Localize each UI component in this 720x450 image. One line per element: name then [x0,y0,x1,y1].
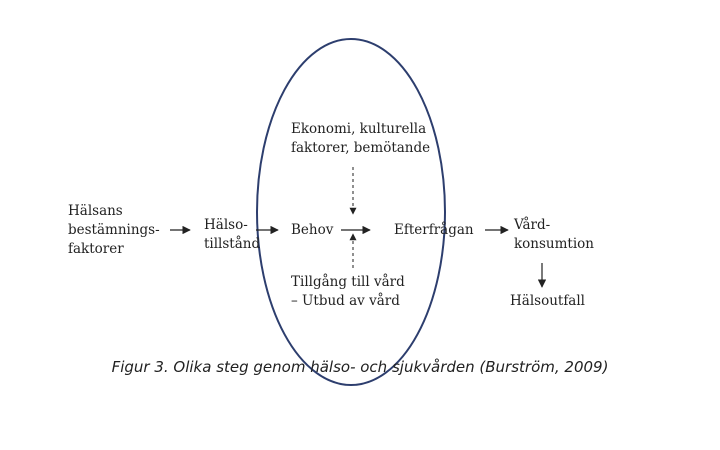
node-line: Hälsans [68,203,123,219]
node-halsans-bestamningsfaktorer [68,202,160,259]
node-line: – Utbud av vård [291,293,400,309]
node-line: tillstånd [204,236,261,252]
node-line: Vård- [514,217,551,233]
node-halsoutfall: Hälsoutfall [510,293,585,309]
node-halsotillstand [204,216,260,254]
node-line: bestämnings- [68,222,160,238]
node-behov: Behov [291,222,334,238]
node-vardkonsumtion [514,216,594,254]
node-line: Ekonomi, kulturella [291,121,427,137]
node-line: faktorer [68,241,124,257]
node-line: konsumtion [514,236,594,252]
node-tillgang-till-vard [291,273,405,311]
node-line: Tillgång till vård [291,274,405,290]
node-line: faktorer, bemötande [291,140,431,156]
focus-ellipse [257,39,445,385]
figure-caption: Figur 3. Olika steg genom hälso- och sjukvården (Burström, 2009) [111,358,609,376]
node-ekonomi-kulturella-faktorer [291,120,430,158]
node-efterfragan: Efterfrågan [394,222,474,238]
node-line: Hälso- [204,217,248,233]
